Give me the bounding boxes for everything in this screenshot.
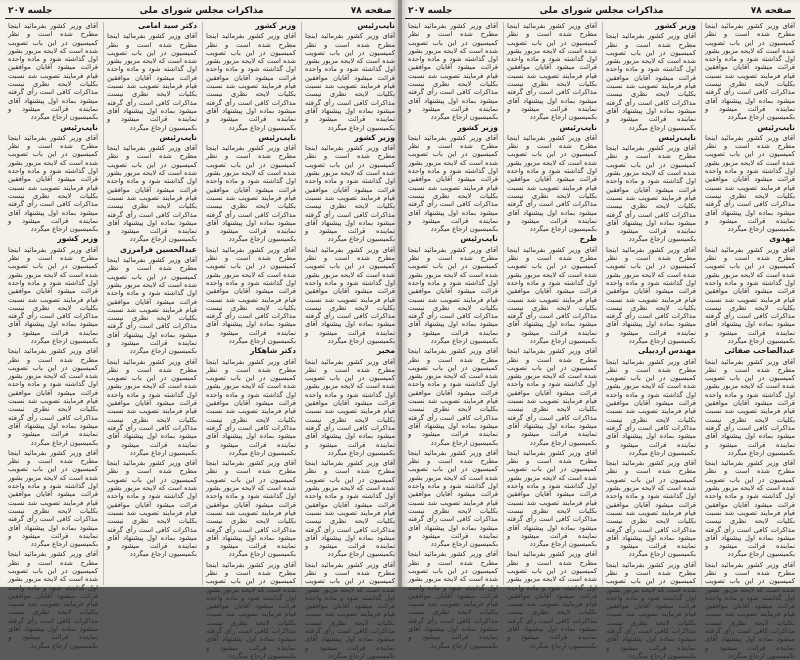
- speaker-label: وزیر کشور: [457, 122, 498, 132]
- body-paragraph: آقای وزیر کشور بفرمائید اینجا مطرح شده است و نظر کمیسیون در این باب تصویب شده است که لایحه مزبور بشور اول گذاشته شود و ماده واحده قرائت میشود آقایان موافقین قیام فرمایند تصویب شد نسبت بکلیات لایحه نظری نیست مذاکرات کافی است رأی گرفته میشود بماده اول پیشنهاد آقای نماینده قرائت میشود و بکمیسیون ارجاع میگردد: [206, 144, 296, 244]
- body-paragraph: آقای وزیر کشور بفرمائید اینجا مطرح شده است و نظر کمیسیون در این باب تصویب شده است که لایحه مزبور بشور اول گذاشته شود و ماده واحده قرائت میشود آقایان موافقین قیام فرمایند تصویب شد نسبت بکلیات لایحه نظری نیست مذاکرات کافی است رأی گرفته میشود بماده اول پیشنهاد آقای نماینده قرائت میشود و بکمیسیون ارجاع میگردد: [507, 133, 597, 234]
- body-paragraph: آقای وزیر کشور بفرمائید اینجا مطرح شده است و نظر کمیسیون در این باب تصویب شده است که لایحه مزبور بشور اول گذاشته شود و ماده واحده قرائت میشود آقایان موافقین قیام فرمایند تصویب شد نسبت بکلیات لایحه نظری نیست مذاکرات کافی است رأی گرفته میشود بماده اول پیشنهاد آقای نماینده قرائت میشود و بکمیسیون ارجاع میگردد: [8, 550, 98, 650]
- right-column-4: [405, 22, 498, 650]
- body-paragraph: آقای وزیر کشور بفرمائید اینجا مطرح شده است و نظر کمیسیون در این باب تصویب شده است که لایحه مزبور بشور اول گذاشته شود و ماده واحده قرائت میشود آقایان موافقین قیام فرمایند تصویب شد نسبت بکلیات لایحه نظری نیست مذاکرات کافی است رأی گرفته میشود بماده اول پیشنهاد آقای نماینده قرائت میشود و بکمیسیون ارجاع میگردد: [107, 459, 197, 559]
- body-paragraph: آقای وزیر کشور بفرمائید اینجا مطرح شده است و نظر کمیسیون در این باب تصویب شده است که لایحه مزبور بشور اول گذاشته شود و ماده واحده قرائت میشود آقایان موافقین قیام فرمایند تصویب شد نسبت بکلیات لایحه نظری نیست مذاکرات کافی است رأی گرفته میشود بماده اول پیشنهاد آقای نماینده قرائت میشود و بکمیسیون ارجاع میگردد: [606, 459, 696, 559]
- body-paragraph: آقای وزیر کشور بفرمائید اینجا مطرح شده است و نظر کمیسیون در این باب تصویب شده است که لایحه مزبور بشور اول گذاشته شود و ماده واحده قرائت میشود آقایان موافقین قیام فرمایند تصویب شد نسبت بکلیات لایحه نظری نیست مذاکرات کافی است رأی گرفته میشود بماده اول پیشنهاد آقای نماینده قرائت میشود و بکمیسیون ارجاع میگردد: [507, 347, 597, 447]
- speaker-label: نایب‌رئیس: [159, 132, 197, 142]
- right-page: [400, 0, 800, 660]
- speaker-label: وزیر کشور: [255, 21, 296, 30]
- right-page-header: [405, 4, 795, 19]
- speaker-label: مخبر: [377, 346, 395, 356]
- body-paragraph: آقای وزیر کشور بفرمائید اینجا مطرح شده است و نظر کمیسیون در این باب تصویب شده است که لایحه مزبور بشور اول گذاشته شود و ماده واحده قرائت میشود آقایان موافقین قیام فرمایند تصویب شد نسبت بکلیات لایحه نظری نیست مذاکرات کافی است رأی گرفته میشود بماده اول پیشنهاد آقای نماینده قرائت میشود و بکمیسیون ارجاع میگردد: [206, 357, 296, 457]
- body-paragraph: آقای وزیر کشور بفرمائید اینجا مطرح شده است و نظر کمیسیون در این باب تصویب شده است که لایحه مزبور بشور اول گذاشته شود و ماده واحده قرائت میشود آقایان موافقین قیام فرمایند تصویب شد نسبت بکلیات لایحه نظری نیست مذاکرات کافی است رأی گرفته میشود بماده اول پیشنهاد آقای نماینده قرائت میشود و بکمیسیون ارجاع میگردد: [8, 133, 98, 234]
- body-paragraph: آقای وزیر کشور بفرمائید اینجا مطرح شده است و نظر کمیسیون در این باب تصویب شده است که لایحه مزبور بشور اول گذاشته شود و ماده واحده قرائت میشود آقایان موافقین قیام فرمایند تصویب شد نسبت بکلیات لایحه نظری نیست مذاکرات کافی است رأی گرفته میشود بماده اول پیشنهاد آقای نماینده قرائت میشود و بکمیسیون ارجاع میگردد: [8, 347, 98, 447]
- left-page-title: مذاکرات مجلس شورای ملی: [139, 6, 264, 16]
- body-paragraph: آقای وزیر کشور بفرمائید اینجا مطرح شده است و نظر کمیسیون در این باب تصویب شده است که لایحه مزبور بشور اول گذاشته شود و ماده واحده قرائت میشود آقایان موافقین قیام فرمایند تصویب شد نسبت بکلیات لایحه نظری نیست مذاکرات کافی است رأی گرفته میشود بماده اول پیشنهاد آقای نماینده قرائت میشود و بکمیسیون ارجاع میگردد: [305, 357, 395, 457]
- speaker-label: وزیر کشور: [57, 234, 98, 244]
- body-paragraph: آقای وزیر کشور بفرمائید اینجا مطرح شده است و نظر کمیسیون در این باب تصویب شده است که لایحه مزبور بشور اول گذاشته شود و ماده واحده قرائت میشود آقایان موافقین قیام فرمایند تصویب شد نسبت بکلیات لایحه نظری نیست مذاکرات کافی است رأی گرفته میشود بماده اول پیشنهاد آقای نماینده قرائت میشود و بکمیسیون ارجاع میگردد: [408, 550, 498, 650]
- right-column-1: [701, 22, 795, 660]
- right-page-columns: [405, 19, 795, 660]
- body-paragraph: آقای وزیر کشور بفرمائید اینجا مطرح شده است و نظر کمیسیون در این باب تصویب شده است که لایحه مزبور بشور اول گذاشته شود و ماده واحده قرائت میشود آقایان موافقین قیام فرمایند تصویب شد نسبت بکلیات لایحه نظری نیست مذاکرات کافی است رأی گرفته میشود بماده اول پیشنهاد آقای نماینده قرائت میشود و بکمیسیون ارجاع میگردد: [507, 245, 597, 345]
- left-column-1: [301, 21, 395, 660]
- speaker-label: مهدوی: [769, 234, 795, 244]
- body-paragraph: آقای وزیر کشور بفرمائید اینجا مطرح شده است و نظر کمیسیون در این باب تصویب شده است که لایحه مزبور بشور اول گذاشته شود و ماده واحده قرائت میشود آقایان موافقین قیام فرمایند تصویب شد نسبت بکلیات لایحه نظری نیست مذاکرات کافی است رأی گرفته میشود بماده اول پیشنهاد آقای نماینده قرائت میشود و بکمیسیون ارجاع میگردد: [606, 357, 696, 457]
- body-paragraph: آقای وزیر کشور بفرمائید اینجا مطرح شده است و نظر کمیسیون در این باب تصویب شده است که لایحه مزبور بشور اول گذاشته شود و ماده واحده قرائت میشود آقایان موافقین قیام فرمایند تصویب شد نسبت بکلیات لایحه نظری نیست مذاکرات کافی است رأی گرفته میشود بماده اول پیشنهاد آقای نماینده قرائت میشود و بکمیسیون ارجاع میگردد: [408, 133, 498, 234]
- speaker-label: نایب‌رئیس: [658, 132, 696, 142]
- right-column-2: [602, 21, 696, 660]
- body-paragraph: آقای وزیر کشور بفرمائید اینجا مطرح شده است و نظر کمیسیون در این باب تصویب شده است که لایحه مزبور بشور اول گذاشته شود و ماده واحده قرائت میشود آقایان موافقین قیام فرمایند تصویب شد نسبت بکلیات لایحه نظری نیست مذاکرات کافی است رأی گرفته میشود بماده اول پیشنهاد آقای نماینده قرائت میشود و بکمیسیون ارجاع میگردد: [305, 459, 395, 559]
- left-column-2: [202, 21, 296, 660]
- body-paragraph: آقای وزیر کشور بفرمائید اینجا مطرح شده است و نظر کمیسیون در این باب تصویب شده است که لایحه مزبور بشور اول گذاشته شود و ماده واحده قرائت میشود آقایان موافقین قیام فرمایند تصویب شد نسبت بکلیات لایحه نظری نیست مذاکرات کافی است رأی گرفته میشود بماده اول پیشنهاد آقای نماینده قرائت میشود و بکمیسیون ارجاع میگردد: [507, 22, 597, 122]
- left-page-header: [5, 4, 395, 19]
- left-session-number: جلسه ۲۰۷: [8, 6, 53, 16]
- body-paragraph: آقای وزیر کشور بفرمائید اینجا مطرح شده است و نظر کمیسیون در این باب تصویب شده است که لایحه مزبور بشور اول گذاشته شود و ماده واحده قرائت میشود آقایان موافقین قیام فرمایند تصویب شد نسبت بکلیات لایحه نظری نیست مذاکرات کافی است رأی گرفته میشود بماده اول پیشنهاد آقای نماینده قرائت میشود و بکمیسیون ارجاع میگردد: [305, 144, 395, 244]
- body-paragraph: آقای وزیر کشور بفرمائید اینجا مطرح شده است و نظر کمیسیون در این باب تصویب شده است که لایحه مزبور بشور اول گذاشته شود و ماده واحده قرائت میشود آقایان موافقین قیام فرمایند تصویب شد نسبت بکلیات لایحه نظری نیست مذاکرات کافی است رأی گرفته میشود بماده اول پیشنهاد آقای نماینده قرائت میشود و بکمیسیون ارجاع میگردد: [705, 560, 795, 660]
- speaker-label: وزیر کشور: [354, 132, 395, 142]
- body-paragraph: آقای وزیر کشور بفرمائید اینجا مطرح شده است و نظر کمیسیون در این باب تصویب شده است که لایحه مزبور بشور اول گذاشته شود و ماده واحده قرائت میشود آقایان موافقین قیام فرمایند تصویب شد نسبت بکلیات لایحه نظری نیست مذاکرات کافی است رأی گرفته میشود بماده اول پیشنهاد آقای نماینده قرائت میشود و بکمیسیون ارجاع میگردد: [705, 22, 795, 122]
- body-paragraph: آقای وزیر کشور بفرمائید اینجا مطرح شده است و نظر کمیسیون در این باب تصویب شده است که لایحه مزبور بشور اول گذاشته شود و ماده واحده قرائت میشود آقایان موافقین قیام فرمایند تصویب شد نسبت بکلیات لایحه نظری نیست مذاکرات کافی است رأی گرفته میشود بماده اول پیشنهاد آقای نماینده قرائت میشود و بکمیسیون ارجاع میگردد: [606, 144, 696, 244]
- speaker-label: عبدالحسین فرامرزی: [120, 244, 197, 254]
- body-paragraph: آقای وزیر کشور بفرمائید اینجا مطرح شده است و نظر کمیسیون در این باب تصویب شده است که لایحه مزبور بشور اول گذاشته شود و ماده واحده قرائت میشود آقایان موافقین قیام فرمایند تصویب شد نسبت بکلیات لایحه نظری نیست مذاکرات کافی است رأی گرفته میشود بماده اول پیشنهاد آقای نماینده قرائت میشود و بکمیسیون ارجاع میگردد: [206, 459, 296, 559]
- speaker-label: مهندس اردبیلی: [638, 346, 696, 356]
- body-paragraph: آقای وزیر کشور بفرمائید اینجا مطرح شده است و نظر کمیسیون در این باب تصویب شده است که لایحه مزبور بشور اول گذاشته شود و ماده واحده قرائت میشود آقایان موافقین قیام فرمایند تصویب شد نسبت بکلیات لایحه نظری نیست مذاکرات کافی است رأی گرفته میشود بماده اول پیشنهاد آقای نماینده قرائت میشود و بکمیسیون ارجاع میگردد: [606, 32, 696, 132]
- speaker-label: نایب‌رئیس: [258, 132, 296, 142]
- body-paragraph: آقای وزیر کشور بفرمائید اینجا مطرح شده است و نظر کمیسیون در این باب تصویب شده است که لایحه مزبور بشور اول گذاشته شود و ماده واحده قرائت میشود آقایان موافقین قیام فرمایند تصویب شد نسبت بکلیات لایحه نظری نیست مذاکرات کافی است رأی گرفته میشود بماده اول پیشنهاد آقای نماینده قرائت میشود و بکمیسیون ارجاع میگردد: [705, 357, 795, 457]
- body-paragraph: آقای وزیر کشور بفرمائید اینجا مطرح شده است و نظر کمیسیون در این باب تصویب شده است که لایحه مزبور بشور اول گذاشته شود و ماده واحده قرائت میشود آقایان موافقین قیام فرمایند تصویب شد نسبت بکلیات لایحه نظری نیست مذاکرات کافی است رأی گرفته میشود بماده اول پیشنهاد آقای نماینده قرائت میشود و بکمیسیون ارجاع میگردد: [107, 32, 197, 132]
- right-column-3: [503, 22, 597, 650]
- body-paragraph: آقای وزیر کشور بفرمائید اینجا مطرح شده است و نظر کمیسیون در این باب تصویب شده است که لایحه مزبور بشور اول گذاشته شود و ماده واحده قرائت میشود آقایان موافقین قیام فرمایند تصویب شد نسبت بکلیات لایحه نظری نیست مذاکرات کافی است رأی گرفته میشود بماده اول پیشنهاد آقای نماینده قرائت میشود و بکمیسیون ارجاع میگردد: [507, 448, 597, 549]
- speaker-label: وزیر کشور: [655, 21, 696, 30]
- right-session-number: جلسه ۲۰۷: [408, 6, 453, 16]
- book-gutter: [398, 0, 402, 587]
- body-paragraph: آقای وزیر کشور بفرمائید اینجا مطرح شده است و نظر کمیسیون در این باب تصویب شده است که لایحه مزبور بشور اول گذاشته شود و ماده واحده قرائت میشود آقایان موافقین قیام فرمایند تصویب شد نسبت بکلیات لایحه نظری نیست مذاکرات کافی است رأی گرفته میشود بماده اول پیشنهاد آقای نماینده قرائت میشود و بکمیسیون ارجاع میگردد: [8, 448, 98, 549]
- body-paragraph: آقای وزیر کشور بفرمائید اینجا مطرح شده است و نظر کمیسیون در این باب تصویب شده است که لایحه مزبور بشور اول گذاشته شود و ماده واحده قرائت میشود آقایان موافقین قیام فرمایند تصویب شد نسبت بکلیات لایحه نظری نیست مذاکرات کافی است رأی گرفته میشود بماده اول پیشنهاد آقای نماینده قرائت میشود و بکمیسیون ارجاع میگردد: [107, 144, 197, 244]
- left-page-number: صفحه ۷۸: [350, 6, 392, 16]
- speaker-label: دکتر سید امامی: [138, 21, 197, 30]
- body-paragraph: آقای وزیر کشور بفرمائید اینجا مطرح شده است و نظر کمیسیون در این باب تصویب شده است که لایحه مزبور بشور اول گذاشته شود و ماده واحده قرائت میشود آقایان موافقین قیام فرمایند تصویب شد نسبت بکلیات لایحه نظری نیست مذاکرات کافی است رأی گرفته میشود بماده اول پیشنهاد آقای نماینده قرائت میشود و بکمیسیون ارجاع میگردد: [107, 256, 197, 356]
- left-page-columns: [5, 19, 395, 660]
- speaker-label: نایب‌رئیس: [60, 122, 98, 132]
- body-paragraph: آقای وزیر کشور بفرمائید اینجا مطرح شده است و نظر کمیسیون در این باب تصویب شده است که لایحه مزبور بشور اول گذاشته شود و ماده واحده قرائت میشود آقایان موافقین قیام فرمایند تصویب شد نسبت بکلیات لایحه نظری نیست مذاکرات کافی است رأی گرفته میشود بماده اول پیشنهاد آقای نماینده قرائت میشود و بکمیسیون ارجاع میگردد: [408, 347, 498, 447]
- left-column-3: [103, 22, 197, 585]
- body-paragraph: آقای وزیر کشور بفرمائید اینجا مطرح شده است و نظر کمیسیون در این باب تصویب شده است که لایحه مزبور بشور اول گذاشته شود و ماده واحده قرائت میشود آقایان موافقین قیام فرمایند تصویب شد نسبت بکلیات لایحه نظری نیست مذاکرات کافی است رأی گرفته میشود بماده اول پیشنهاد آقای نماینده قرائت میشود و بکمیسیون ارجاع میگردد: [705, 245, 795, 345]
- body-paragraph: آقای وزیر کشور بفرمائید اینجا مطرح شده است و نظر کمیسیون در این باب تصویب شده است که لایحه مزبور بشور اول گذاشته شود و ماده واحده قرائت میشود آقایان موافقین قیام فرمایند تصویب شد نسبت بکلیات لایحه نظری نیست مذاکرات کافی است رأی گرفته میشود بماده اول پیشنهاد آقای نماینده قرائت میشود و بکمیسیون ارجاع میگردد: [8, 22, 98, 122]
- body-paragraph: آقای وزیر کشور بفرمائید اینجا مطرح شده است و نظر کمیسیون در این باب تصویب شده است که لایحه مزبور بشور اول گذاشته شود و ماده واحده قرائت میشود آقایان موافقین قیام فرمایند تصویب شد نسبت بکلیات لایحه نظری نیست مذاکرات کافی است رأی گرفته میشود بماده اول پیشنهاد آقای نماینده قرائت میشود و بکمیسیون ارجاع میگردد: [206, 245, 296, 345]
- body-paragraph: آقای وزیر کشور بفرمائید اینجا مطرح شده است و نظر کمیسیون در این باب تصویب شده است که لایحه مزبور بشور اول گذاشته شود و ماده واحده قرائت میشود آقایان موافقین قیام فرمایند تصویب شد نسبت بکلیات لایحه نظری نیست مذاکرات کافی است رأی گرفته میشود بماده اول پیشنهاد آقای نماینده قرائت میشود و بکمیسیون ارجاع میگردد: [705, 133, 795, 234]
- left-column-4: [5, 22, 98, 650]
- speaker-label: دکتر شاهکار: [249, 346, 296, 356]
- body-paragraph: آقای وزیر کشور بفرمائید اینجا مطرح شده است و نظر کمیسیون در این باب تصویب شده است که لایحه مزبور بشور اول گذاشته شود و ماده واحده قرائت میشود آقایان موافقین قیام فرمایند تصویب شد نسبت بکلیات لایحه نظری نیست مذاکرات کافی است رأی گرفته میشود بماده اول پیشنهاد آقای نماینده قرائت میشود و بکمیسیون ارجاع میگردد: [206, 560, 296, 660]
- body-paragraph: آقای وزیر کشور بفرمائید اینجا مطرح شده است و نظر کمیسیون در این باب تصویب شده است که لایحه مزبور بشور اول گذاشته شود و ماده واحده قرائت میشود آقایان موافقین قیام فرمایند تصویب شد نسبت بکلیات لایحه نظری نیست مذاکرات کافی است رأی گرفته میشود بماده اول پیشنهاد آقای نماینده قرائت میشود و بکمیسیون ارجاع میگردد: [408, 245, 498, 345]
- body-paragraph: آقای وزیر کشور بفرمائید اینجا مطرح شده است و نظر کمیسیون در این باب تصویب شده است که لایحه مزبور بشور اول گذاشته شود و ماده واحده قرائت میشود آقایان موافقین قیام فرمایند تصویب شد نسبت بکلیات لایحه نظری نیست مذاکرات کافی است رأی گرفته میشود بماده اول پیشنهاد آقای نماینده قرائت میشود و بکمیسیون ارجاع میگردد: [107, 357, 197, 457]
- body-paragraph: آقای وزیر کشور بفرمائید اینجا مطرح شده است و نظر کمیسیون در این باب تصویب شده است که لایحه مزبور بشور اول گذاشته شود و ماده واحده قرائت میشود آقایان موافقین قیام فرمایند تصویب شد نسبت بکلیات لایحه نظری نیست مذاکرات کافی است رأی گرفته میشود بماده اول پیشنهاد آقای نماینده قرائت میشود و بکمیسیون ارجاع میگردد: [606, 560, 696, 660]
- body-paragraph: آقای وزیر کشور بفرمائید اینجا مطرح شده است و نظر کمیسیون در این باب تصویب شده است که لایحه مزبور بشور اول گذاشته شود و ماده واحده قرائت میشود آقایان موافقین قیام فرمایند تصویب شد نسبت بکلیات لایحه نظری نیست مذاکرات کافی است رأی گرفته میشود بماده اول پیشنهاد آقای نماینده قرائت میشود و بکمیسیون ارجاع میگردد: [408, 448, 498, 549]
- speaker-label: طرح: [579, 234, 597, 244]
- speaker-label: عبدالصاحب صفائی: [724, 346, 795, 356]
- body-paragraph: آقای وزیر کشور بفرمائید اینجا مطرح شده است و نظر کمیسیون در این باب تصویب شده است که لایحه مزبور بشور اول گذاشته شود و ماده واحده قرائت میشود آقایان موافقین قیام فرمایند تصویب شد نسبت بکلیات لایحه نظری نیست مذاکرات کافی است رأی گرفته میشود بماده اول پیشنهاد آقای نماینده قرائت میشود و بکمیسیون ارجاع میگردد: [206, 32, 296, 132]
- right-page-number: صفحه ۷۸: [750, 6, 792, 16]
- body-paragraph: آقای وزیر کشور بفرمائید اینجا مطرح شده است و نظر کمیسیون در این باب تصویب شده است که لایحه مزبور بشور اول گذاشته شود و ماده واحده قرائت میشود آقایان موافقین قیام فرمایند تصویب شد نسبت بکلیات لایحه نظری نیست مذاکرات کافی است رأی گرفته میشود بماده اول پیشنهاد آقای نماینده قرائت میشود و بکمیسیون ارجاع میگردد: [606, 245, 696, 345]
- body-paragraph: آقای وزیر کشور بفرمائید اینجا مطرح شده است و نظر کمیسیون در این باب تصویب شده است که لایحه مزبور بشور اول گذاشته شود و ماده واحده قرائت میشود آقایان موافقین قیام فرمایند تصویب شد نسبت بکلیات لایحه نظری نیست مذاکرات کافی است رأی گرفته میشود بماده اول پیشنهاد آقای نماینده قرائت میشود و بکمیسیون ارجاع میگردد: [408, 22, 498, 122]
- speaker-label: نایب‌رئیس: [757, 122, 795, 132]
- body-paragraph: آقای وزیر کشور بفرمائید اینجا مطرح شده است و نظر کمیسیون در این باب تصویب شده است که لایحه مزبور بشور اول گذاشته شود و ماده واحده قرائت میشود آقایان موافقین قیام فرمایند تصویب شد نسبت بکلیات لایحه نظری نیست مذاکرات کافی است رأی گرفته میشود بماده اول پیشنهاد آقای نماینده قرائت میشود و بکمیسیون ارجاع میگردد: [305, 245, 395, 345]
- speaker-label: نایب‌رئیس: [357, 21, 395, 30]
- speaker-label: نایب‌رئیس: [559, 122, 597, 132]
- body-paragraph: آقای وزیر کشور بفرمائید اینجا مطرح شده است و نظر کمیسیون در این باب تصویب شده است که لایحه مزبور بشور اول گذاشته شود و ماده واحده قرائت میشود آقایان موافقین قیام فرمایند تصویب شد نسبت بکلیات لایحه نظری نیست مذاکرات کافی است رأی گرفته میشود بماده اول پیشنهاد آقای نماینده قرائت میشود و بکمیسیون ارجاع میگردد: [305, 560, 395, 660]
- body-paragraph: آقای وزیر کشور بفرمائید اینجا مطرح شده است و نظر کمیسیون در این باب تصویب شده است که لایحه مزبور بشور اول گذاشته شود و ماده واحده قرائت میشود آقایان موافقین قیام فرمایند تصویب شد نسبت بکلیات لایحه نظری نیست مذاکرات کافی است رأی گرفته میشود بماده اول پیشنهاد آقای نماینده قرائت میشود و بکمیسیون ارجاع میگردد: [507, 550, 597, 650]
- body-paragraph: آقای وزیر کشور بفرمائید اینجا مطرح شده است و نظر کمیسیون در این باب تصویب شده است که لایحه مزبور بشور اول گذاشته شود و ماده واحده قرائت میشود آقایان موافقین قیام فرمایند تصویب شد نسبت بکلیات لایحه نظری نیست مذاکرات کافی است رأی گرفته میشود بماده اول پیشنهاد آقای نماینده قرائت میشود و بکمیسیون ارجاع میگردد: [705, 459, 795, 559]
- speaker-label: نایب‌رئیس: [460, 234, 498, 244]
- body-paragraph: آقای وزیر کشور بفرمائید اینجا مطرح شده است و نظر کمیسیون در این باب تصویب شده است که لایحه مزبور بشور اول گذاشته شود و ماده واحده قرائت میشود آقایان موافقین قیام فرمایند تصویب شد نسبت بکلیات لایحه نظری نیست مذاکرات کافی است رأی گرفته میشود بماده اول پیشنهاد آقای نماینده قرائت میشود و بکمیسیون ارجاع میگردد: [305, 32, 395, 132]
- right-page-title: مذاکرات مجلس شورای ملی: [539, 6, 664, 16]
- body-paragraph: آقای وزیر کشور بفرمائید اینجا مطرح شده است و نظر کمیسیون در این باب تصویب شده است که لایحه مزبور بشور اول گذاشته شود و ماده واحده قرائت میشود آقایان موافقین قیام فرمایند تصویب شد نسبت بکلیات لایحه نظری نیست مذاکرات کافی است رأی گرفته میشود بماده اول پیشنهاد آقای نماینده قرائت میشود و بکمیسیون ارجاع میگردد: [8, 245, 98, 345]
